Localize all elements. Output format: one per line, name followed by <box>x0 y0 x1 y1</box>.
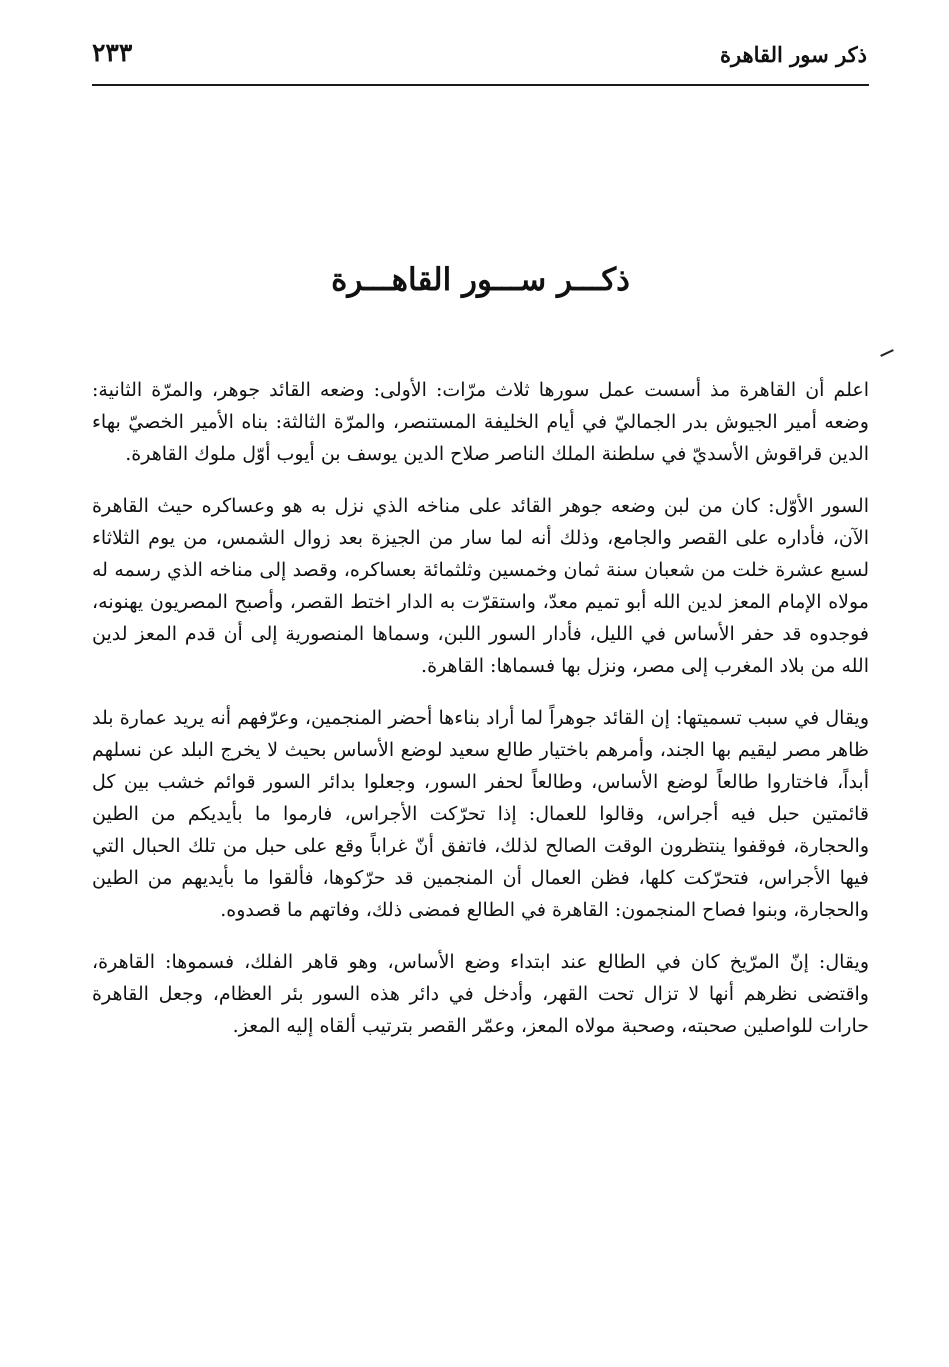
paragraph: السور الأوّل: كان من لبن وضعه جوهر القائد على مناخه الذي نزل به هو وعساكره حيث القاهرة الآن، فأداره على القصر والجامع، وذلك أنه لما سار من الجيزة بعد زوال الشمس، من يوم الثلاثاء لسبع عشرة خلت من شعبان سنة ثمان وخمسين وثلثمائة بعساكره، وقصد إلى مناخه الذي رسمه له مولاه الإمام المعز لدين الله أبو تميم معدّ، واستقرّت به الدار اختط القصر، وأصبح المصريون يهنونه، فوجدوه قد حفر الأساس في الليل، فأدار السور اللبن، وسماها المنصورية إلى أن قدم المعز لدين الله من بلاد المغرب إلى مصر، ونزل بها فسماها: القاهرة. <box>92 495 869 677</box>
paragraph: اعلم أن القاهرة مذ أسست عمل سورها ثلاث مرّات: الأولى: وضعه القائد جوهر، والمرّة الثانية: وضعه أمير الجيوش بدر الجماليّ في أيام الخليفة المستنصر، والمرّة الثالثة: بناه الأمير الخصيّ بهاء الدين قراقوش الأسديّ في سلطنة الملك الناصر صلاح الدين يوسف بن أيوب أوّل ملوك القاهرة. <box>92 379 869 465</box>
paragraph: ويقال: إنّ المرّيخ كان في الطالع عند ابتداء وضع الأساس، وهو قاهر الفلك، فسموها: القاهرة، واقتضى نظرهم أنها لا تزال تحت القهر، وأدخل في دائر هذه السور بئر العظام، وجعل القاهرة حارات للواصلين صحبته، وصحبة مولاه المعز، وعمّر القصر بترتيب ألقاه إليه المعز. <box>92 951 869 1037</box>
margin-mark <box>880 349 894 357</box>
page-number: ٢٣٣ <box>92 38 133 67</box>
paragraph: ويقال في سبب تسميتها: إن القائد جوهراً لما أراد بناءها أحضر المنجمين، وعرّفهم أنه يريد عمارة بلد ظاهر مصر ليقيم بها الجند، وأمرهم باختيار طالع سعيد لوضع الأساس بحيث لا يخرج البلد عن نسلهم أبداً، فاختاروا طالعاً لوضع الأساس، وطالعاً لحفر السور، وجعلوا بدائر السور قوائم خشب بين كل قائمتين حبل فيه أجراس، وقالوا للعمال: إذا تحرّكت الأجراس، فارموا ما بأيديكم من الطين والحجارة، فوقفوا ينتظرون الوقت الصالح لذلك، فاتفق أنّ غراباً وقع على حبل من تلك الحبال التي فيها الأجراس، فتحرّكت كلها، فظن العمال أن المنجمين قد حرّكوها، فألقوا ما بأيديهم من الطين والحجارة، وبنوا فصاح المنجمون: القاهرة في الطالع فمضى ذلك، وفاتهم ما قصدوه. <box>92 707 869 921</box>
chapter-title: ذكـــر ســـور القاهـــرة <box>331 262 630 298</box>
running-title: ذكر سور القاهرة <box>719 42 867 67</box>
page-header <box>92 36 869 86</box>
body-text <box>92 374 869 1062</box>
